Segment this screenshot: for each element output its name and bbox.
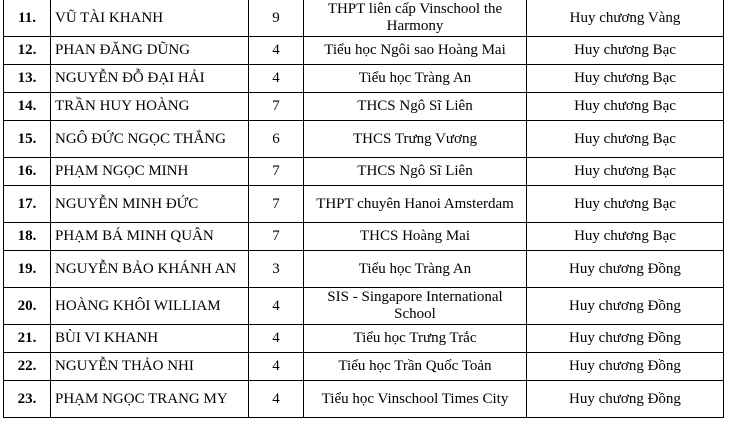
row-number: 13. (4, 65, 51, 93)
grade: 7 (249, 223, 304, 251)
row-number: 11. (4, 0, 51, 37)
student-name: VŨ TÀI KHANH (51, 0, 249, 37)
row-number: 20. (4, 288, 51, 325)
award: Huy chương Bạc (527, 186, 724, 223)
award: Huy chương Bạc (527, 37, 724, 65)
grade: 7 (249, 93, 304, 121)
grade: 7 (249, 158, 304, 186)
award: Huy chương Đồng (527, 353, 724, 381)
row-number: 22. (4, 353, 51, 381)
table-row (4, 186, 724, 223)
student-name: PHẠM NGỌC TRANG MY (51, 381, 249, 418)
row-number: 15. (4, 121, 51, 158)
school: THCS Hoàng Mai (304, 223, 527, 251)
table-row (4, 158, 724, 186)
row-number: 17. (4, 186, 51, 223)
school: Tiểu học Trưng Trắc (304, 325, 527, 353)
school: THCS Ngô Sĩ Liên (304, 93, 527, 121)
award: Huy chương Bạc (527, 223, 724, 251)
award-results-table (3, 0, 724, 418)
table-row (4, 325, 724, 353)
table-row (4, 251, 724, 288)
grade: 9 (249, 0, 304, 37)
school: Tiểu học Ngôi sao Hoàng Mai (304, 37, 527, 65)
award: Huy chương Đồng (527, 251, 724, 288)
table-row (4, 65, 724, 93)
school: THPT chuyên Hanoi Amsterdam (304, 186, 527, 223)
grade: 4 (249, 381, 304, 418)
table-row (4, 353, 724, 381)
grade: 4 (249, 37, 304, 65)
student-name: TRẦN HUY HOÀNG (51, 93, 249, 121)
school: Tiểu học Trần Quốc Toản (304, 353, 527, 381)
row-number: 14. (4, 93, 51, 121)
grade: 4 (249, 353, 304, 381)
award: Huy chương Vàng (527, 0, 724, 37)
school: Tiểu học Tràng An (304, 251, 527, 288)
award: Huy chương Bạc (527, 93, 724, 121)
school: THCS Ngô Sĩ Liên (304, 158, 527, 186)
row-number: 19. (4, 251, 51, 288)
grade: 4 (249, 288, 304, 325)
student-name: PHAN ĐĂNG DŨNG (51, 37, 249, 65)
table-row (4, 381, 724, 418)
student-name: HOÀNG KHÔI WILLIAM (51, 288, 249, 325)
grade: 4 (249, 325, 304, 353)
table-row (4, 93, 724, 121)
table-row (4, 121, 724, 158)
student-name: NGÔ ĐỨC NGỌC THẮNG (51, 121, 249, 158)
school: THPT liên cấp Vinschool the Harmony (304, 0, 527, 37)
row-number: 12. (4, 37, 51, 65)
school: Tiểu học Vinschool Times City (304, 381, 527, 418)
grade: 6 (249, 121, 304, 158)
student-name: BÙI VI KHANH (51, 325, 249, 353)
grade: 4 (249, 65, 304, 93)
table-row (4, 0, 724, 37)
award: Huy chương Đồng (527, 288, 724, 325)
grade: 3 (249, 251, 304, 288)
row-number: 23. (4, 381, 51, 418)
row-number: 16. (4, 158, 51, 186)
school: Tiểu học Tràng An (304, 65, 527, 93)
award: Huy chương Đồng (527, 381, 724, 418)
student-name: NGUYỄN ĐỖ ĐẠI HẢI (51, 65, 249, 93)
award: Huy chương Đồng (527, 325, 724, 353)
student-name: NGUYỄN BẢO KHÁNH AN (51, 251, 249, 288)
table-row (4, 37, 724, 65)
student-name: PHẠM NGỌC MINH (51, 158, 249, 186)
table-row (4, 223, 724, 251)
grade: 7 (249, 186, 304, 223)
student-name: NGUYỄN THẢO NHI (51, 353, 249, 381)
school: SIS - Singapore International School (304, 288, 527, 325)
table-row (4, 288, 724, 325)
school: THCS Trưng Vương (304, 121, 527, 158)
student-name: NGUYỄN MINH ĐỨC (51, 186, 249, 223)
student-name: PHẠM BÁ MINH QUÂN (51, 223, 249, 251)
award: Huy chương Bạc (527, 158, 724, 186)
row-number: 21. (4, 325, 51, 353)
row-number: 18. (4, 223, 51, 251)
award: Huy chương Bạc (527, 65, 724, 93)
award: Huy chương Bạc (527, 121, 724, 158)
